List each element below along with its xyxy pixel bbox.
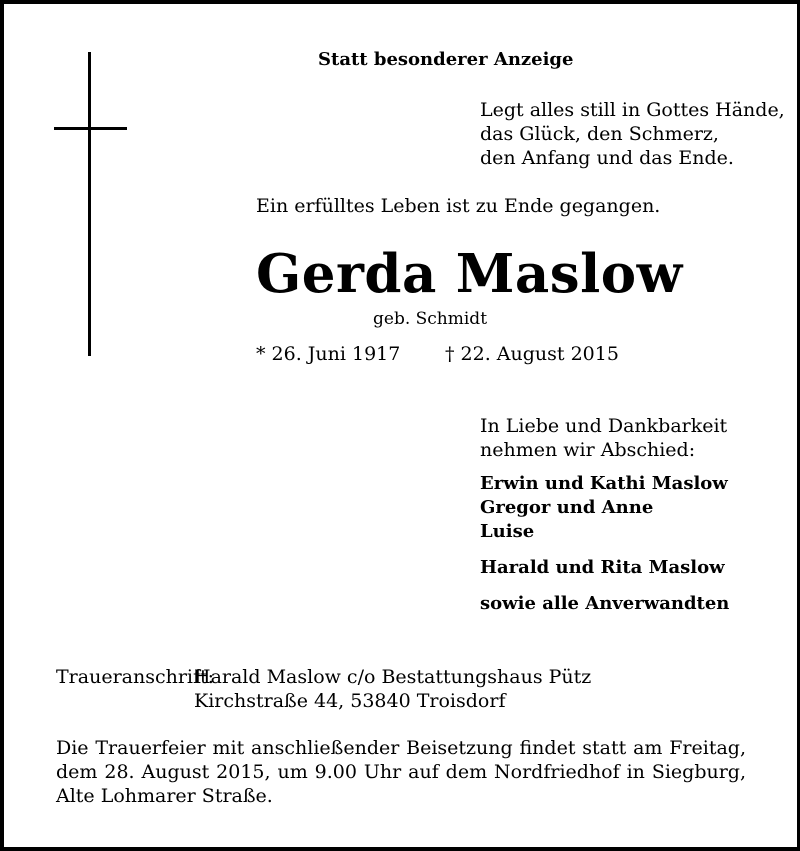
poem-line: den Anfang und das Ende.: [480, 147, 734, 169]
deceased-name: Gerda Maslow: [256, 243, 683, 305]
farewell-line: In Liebe und Dankbarkeit: [480, 415, 728, 437]
intro-text: Ein erfülltes Leben ist zu Ende gegangen.: [256, 195, 661, 217]
address-line: Kirchstraße 44, 53840 Troisdorf: [194, 690, 506, 712]
address-line: Harald Maslow c/o Bestattungshaus Pütz: [194, 666, 592, 688]
poem-line: das Glück, den Schmerz,: [480, 123, 719, 145]
mourner: sowie alle Anverwandten: [480, 593, 730, 614]
ceremony-text: Die Trauerfeier mit anschließender Beisetzung findet statt am Freitag, dem 28. August 2015, um 9.00 Uhr auf dem Nordfriedhof in Siegburg, Alte Lohmarer Straße.: [56, 737, 746, 807]
header-title: Statt besonderer Anzeige: [318, 49, 574, 70]
poem-line: Legt alles still in Gottes Hände,: [480, 99, 785, 121]
maiden-name: geb. Schmidt: [373, 309, 488, 329]
address-label: Traueranschrift:: [56, 666, 215, 688]
mourner: Harald und Rita Maslow: [480, 557, 725, 578]
mourner: Gregor und Anne: [480, 497, 654, 518]
farewell-line: nehmen wir Abschied:: [480, 439, 696, 461]
birth-date: * 26. Juni 1917: [256, 343, 401, 365]
cross-icon: [88, 52, 91, 356]
mourner: Erwin und Kathi Maslow: [480, 473, 728, 494]
death-date: † 22. August 2015: [445, 343, 619, 365]
mourner: Luise: [480, 521, 535, 542]
cross-icon-bar: [54, 127, 127, 130]
